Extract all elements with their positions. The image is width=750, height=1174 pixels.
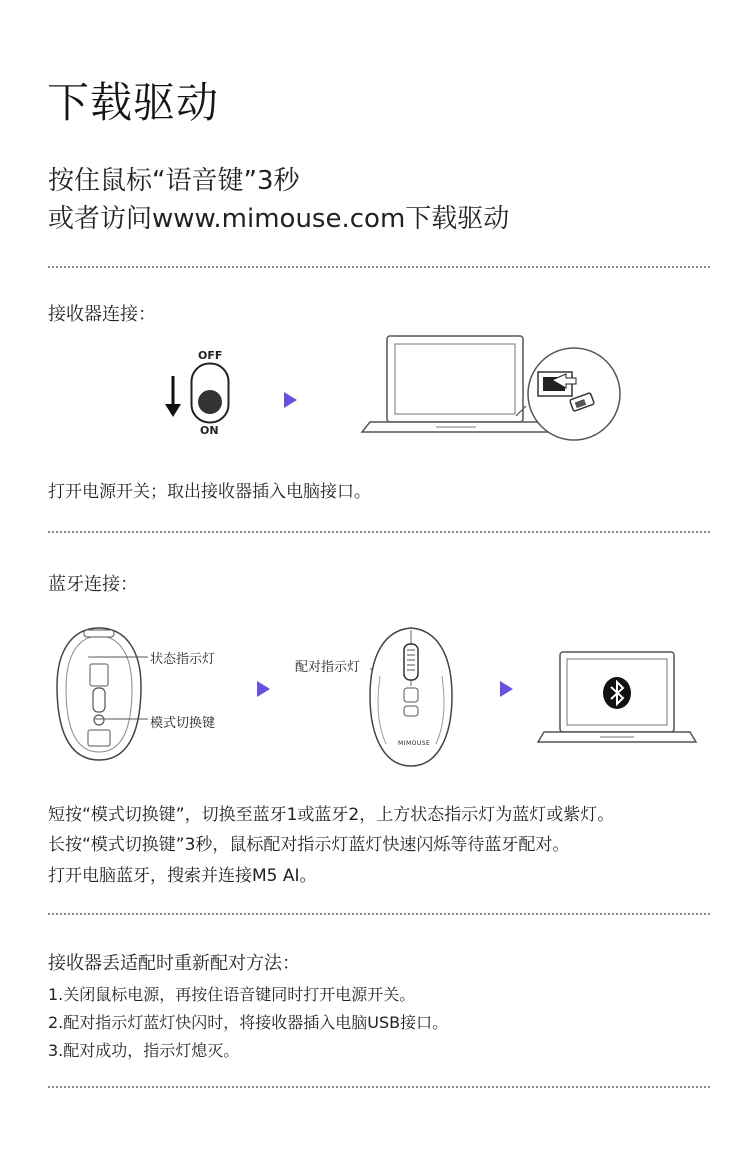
bluetooth-icon bbox=[600, 676, 634, 710]
rematch-step-2: 2.配对指示灯蓝灯快闪时，将接收器插入电脑USB接口。 bbox=[48, 1013, 449, 1032]
label-mode-key: 模式切换键 bbox=[150, 716, 216, 731]
separator bbox=[48, 266, 710, 268]
receiver-instruction: 打开电源开关；取出接收器插入电脑接口。 bbox=[48, 482, 371, 502]
mouse-brand-label: MIMOUSE bbox=[398, 740, 431, 747]
step-arrow-icon bbox=[500, 681, 513, 697]
label-status-light: 状态指示灯 bbox=[150, 652, 216, 667]
rematch-step-3: 3.配对成功，指示灯熄灭。 bbox=[48, 1041, 240, 1060]
bluetooth-line-3: 打开电脑蓝牙，搜索并连接M5 AI。 bbox=[48, 866, 317, 886]
down-arrow-icon bbox=[163, 376, 183, 418]
rematch-step-1: 1.关闭鼠标电源，再按住语音键同时打开电源开关。 bbox=[48, 985, 416, 1004]
switch-off-label: OFF bbox=[198, 349, 223, 362]
label-pair-light: 配对指示灯 bbox=[295, 660, 361, 675]
separator bbox=[48, 913, 710, 915]
step-arrow-icon bbox=[284, 392, 297, 408]
separator bbox=[48, 531, 710, 533]
page-title: 下载驱动 bbox=[47, 78, 220, 127]
bluetooth-line-2: 长按“模式切换键”3秒，鼠标配对指示灯蓝灯快速闪烁等待蓝牙配对。 bbox=[48, 835, 570, 855]
separator bbox=[48, 1086, 710, 1088]
pointer-lines bbox=[90, 655, 150, 725]
subtitle-line-1: 按住鼠标“语音键”3秒 bbox=[48, 166, 300, 196]
bluetooth-line-1: 短按“模式切换键”，切换至蓝牙1或蓝牙2，上方状态指示灯为蓝灯或紫灯。 bbox=[48, 805, 615, 825]
receiver-heading: 接收器连接： bbox=[48, 304, 156, 325]
step-arrow-icon bbox=[257, 681, 270, 697]
laptop-receiver-icon bbox=[366, 334, 626, 438]
switch-on-label: ON bbox=[200, 424, 219, 437]
power-switch-icon bbox=[190, 362, 230, 424]
bluetooth-heading: 蓝牙连接： bbox=[48, 574, 138, 595]
mouse-top-icon bbox=[366, 626, 456, 770]
subtitle-line-2: 或者访问www.mimouse.com下载驱动 bbox=[48, 204, 510, 234]
rematch-heading: 接收器丢适配时重新配对方法： bbox=[48, 953, 300, 974]
